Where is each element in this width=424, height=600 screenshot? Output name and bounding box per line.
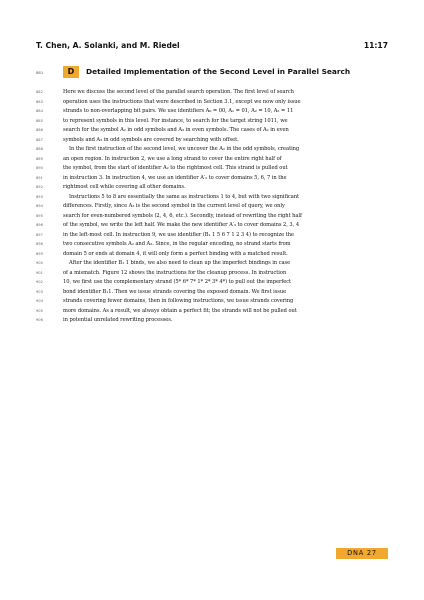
line-text: strands covering fewer domains, then in following instructions, we issue strands covering xyxy=(63,298,294,304)
text-line xyxy=(36,259,396,269)
line-number: 901 xyxy=(36,270,43,275)
line-number: 896 xyxy=(36,223,43,227)
line-text: After the identifier B₁ 1 binds, we also need to clean up the imperfect bindings in case xyxy=(69,260,291,266)
section-title: Detailed Implementation of the Second Level in Parallel Search xyxy=(86,67,351,76)
text-line xyxy=(36,288,396,298)
line-text: Instructions 5 to 8 are essentially the same as instructions 1 to 4, but with two significant xyxy=(69,193,300,200)
line-text: of a mismatch. Figure 12 shows the instructions for the cleanup process. In instruction xyxy=(63,269,287,276)
line-text: an open region. In instruction 2, we use a long strand to cover the entire right half of xyxy=(63,155,282,162)
text-line xyxy=(36,240,396,250)
line-number: 904 xyxy=(36,299,43,303)
running-header xyxy=(36,41,388,53)
line-number: 898 xyxy=(36,242,43,246)
line-number: 890 xyxy=(36,166,43,170)
line-text: search for the symbol A₂ in odd symbols and A₃ in even symbols. The cases of A₂ in even xyxy=(63,127,289,133)
line-text: in potential unrelated rewriting processes. xyxy=(63,317,173,323)
line-number: 894 xyxy=(36,204,43,208)
section-label-badge: D xyxy=(63,66,79,78)
line-number: 881 xyxy=(36,70,44,75)
journal-badge: DNA 27 xyxy=(336,548,388,559)
line-text: symbols and A₃ in odd symbols are covered by searching with offset. xyxy=(63,136,239,143)
line-text: In the first instruction of the second level, we uncover the A₂ in the odd symbols, creating xyxy=(69,146,300,152)
text-line xyxy=(36,88,396,98)
line-text: rightmost cell while covering all other domains. xyxy=(63,184,186,190)
line-text: operation uses the instructions that were described in Section 3.1, except we now only issue xyxy=(63,98,301,105)
line-text: the symbol, from the start of identifier A₂ to the rightmost cell. This strand is pulled out xyxy=(63,165,288,171)
line-text: domain 5 or ends at domain 4, it will only form a perfect binding with a matched result. xyxy=(63,250,288,257)
header-page-number: 11:17 xyxy=(363,41,388,50)
section-heading xyxy=(36,66,388,80)
line-text: Here we discuss the second level of the parallel search operation. The first level of search xyxy=(63,89,294,95)
line-number: 900 xyxy=(36,261,43,265)
text-line xyxy=(36,98,396,108)
line-number: 884 xyxy=(36,109,43,113)
text-line xyxy=(36,117,396,127)
line-number: 888 xyxy=(36,147,43,151)
line-number: 891 xyxy=(36,175,43,180)
line-text: in instruction 3. In instruction 4, we use an identifier A′₂ to cover domains 5, 6, 7 in the xyxy=(63,174,287,181)
text-line xyxy=(36,136,396,146)
text-line xyxy=(36,297,396,307)
line-number: 903 xyxy=(36,289,43,294)
line-text: search for even-numbered symbols (2, 4, 6, etc.). Secondly, instead of rewriting the right half xyxy=(63,212,302,219)
text-line xyxy=(36,174,396,184)
line-text: differences. Firstly, since A₃ is the second symbol in the current level of query, we only xyxy=(63,203,285,209)
text-line xyxy=(36,278,396,288)
line-number: 902 xyxy=(36,280,43,284)
text-line xyxy=(36,307,396,317)
text-line xyxy=(36,231,396,241)
line-number: 886 xyxy=(36,128,43,132)
text-line xyxy=(36,126,396,136)
line-number: 895 xyxy=(36,213,43,218)
text-line xyxy=(36,107,396,117)
line-text: more domains. As a result, we always obtain a perfect fit; the strands will not be pulled out xyxy=(63,307,297,314)
line-number: 905 xyxy=(36,308,43,313)
text-line xyxy=(36,316,396,326)
line-text: in the left-most cell. In instruction 9, we use identifier (B₁ 1 5 6 7 1 2 3 4) to recognize the xyxy=(63,231,295,238)
line-number: 889 xyxy=(36,156,43,161)
text-line xyxy=(36,212,396,222)
text-line xyxy=(36,202,396,212)
line-number: 883 xyxy=(36,99,43,104)
text-line xyxy=(36,145,396,155)
text-line xyxy=(36,221,396,231)
line-text: two consecutive symbols A₂ and A₃. Since, in the regular encoding, no strand starts from xyxy=(63,241,291,247)
line-number: 906 xyxy=(36,318,43,322)
line-text: to represent symbols in this level. For instance, to search for the target string 1011, we xyxy=(63,117,288,124)
line-number: 897 xyxy=(36,232,43,237)
line-number: 899 xyxy=(36,251,43,256)
line-text: strands to non-overlapping bit pairs. We use identifiers A₀ = 00, A₁ = 01, A₂ = 10, A₃ = 11 xyxy=(63,108,294,114)
line-number: 893 xyxy=(36,194,43,199)
text-line xyxy=(36,183,396,193)
text-line xyxy=(36,269,396,279)
line-number: 882 xyxy=(36,90,43,94)
line-number: 892 xyxy=(36,185,43,189)
header-authors: T. Chen, A. Solanki, and M. Riedel xyxy=(36,41,180,50)
text-line xyxy=(36,250,396,260)
line-number: 887 xyxy=(36,137,43,142)
body-text xyxy=(36,88,396,326)
line-number: 885 xyxy=(36,118,43,123)
text-line xyxy=(36,193,396,203)
line-text: bond identifier B₁1. Then we issue strands covering the exposed domain. We first issue xyxy=(63,288,287,295)
text-line xyxy=(36,155,396,165)
line-text: of the symbol, we write the left half. We make the new identifier A′₃ to cover domains 2, 3, 4 xyxy=(63,222,300,228)
text-line xyxy=(36,164,396,174)
line-text: 10, we first use the complementary strand (5* 6* 7* 1* 2* 3* 4*) to pull out the imperfect xyxy=(63,279,292,285)
